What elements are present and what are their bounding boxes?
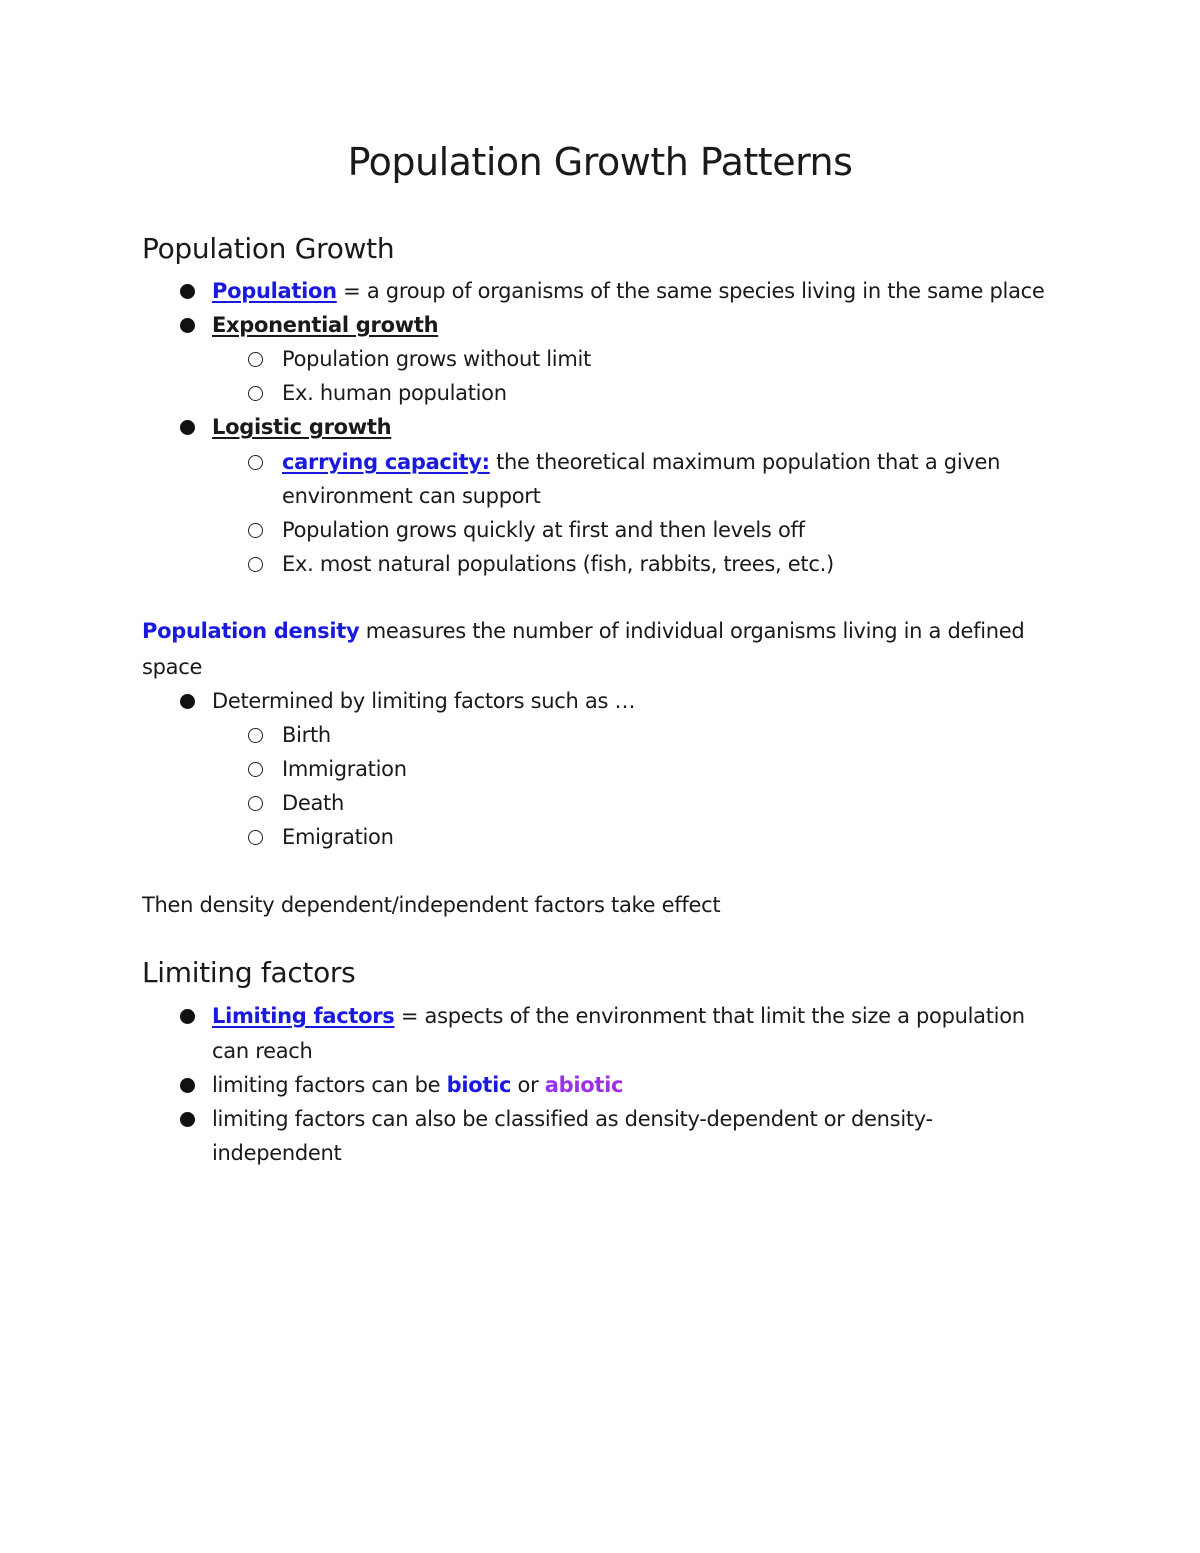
- bullet-icon: [180, 1009, 195, 1024]
- term-biotic: biotic: [446, 1073, 512, 1097]
- list-item: [282, 752, 407, 786]
- list-item: [212, 274, 1045, 308]
- definition-text: = a group of organisms of the same species living in the same place: [336, 279, 1045, 303]
- paragraph: [142, 614, 1024, 648]
- list-item: [212, 684, 635, 718]
- hollow-bullet-icon: [248, 728, 263, 743]
- hollow-bullet-icon: [248, 557, 263, 572]
- bullet-icon: [180, 420, 195, 435]
- list-item-text: Birth: [282, 723, 331, 747]
- list-item: [212, 999, 1025, 1033]
- page-title: Population Growth Patterns: [347, 140, 853, 184]
- list-item-text: Population grows quickly at first and then levels off: [282, 518, 805, 542]
- term-abiotic: abiotic: [544, 1073, 624, 1097]
- bullet-icon: [180, 318, 195, 333]
- hollow-bullet-icon: [248, 386, 263, 401]
- definition-text: the theoretical maximum population that a given: [489, 450, 1001, 474]
- hollow-bullet-icon: [248, 796, 263, 811]
- term-population-density: Population density: [142, 619, 360, 643]
- list-item-text: Immigration: [282, 757, 407, 781]
- limiting-factors-link[interactable]: Limiting factors: [212, 1004, 395, 1028]
- bullet-icon: [180, 1078, 195, 1093]
- list-item-text: Death: [282, 791, 345, 815]
- list-item-text: Population grows without limit: [282, 347, 591, 371]
- list-item: [282, 445, 1000, 479]
- list-item-text: limiting factors can be: [212, 1073, 447, 1097]
- list-item-text: Emigration: [282, 825, 394, 849]
- paragraph-text: measures the number of individual organisms living in a defined: [359, 619, 1025, 643]
- bullet-icon: [180, 694, 195, 709]
- list-item: [212, 410, 391, 444]
- list-item-continuation: can reach: [212, 1039, 313, 1063]
- section-heading-limiting-factors: Limiting factors: [142, 956, 356, 989]
- carrying-capacity-link[interactable]: carrying capacity:: [282, 450, 490, 474]
- list-item: [282, 786, 344, 820]
- population-link[interactable]: Population: [212, 279, 337, 303]
- list-item: [282, 342, 591, 376]
- bullet-icon: [180, 1112, 195, 1127]
- list-item: [212, 308, 438, 342]
- list-item: [282, 820, 394, 854]
- list-item-text: Ex. most natural populations (fish, rabbits, trees, etc.): [282, 552, 834, 576]
- hollow-bullet-icon: [248, 523, 263, 538]
- list-item-continuation: environment can support: [282, 484, 541, 508]
- list-item-text: Determined by limiting factors such as …: [212, 689, 636, 713]
- list-item-text: or: [511, 1073, 545, 1097]
- list-item: [212, 1102, 933, 1136]
- section-heading-population-growth: Population Growth: [142, 232, 395, 265]
- hollow-bullet-icon: [248, 352, 263, 367]
- hollow-bullet-icon: [248, 455, 263, 470]
- hollow-bullet-icon: [248, 762, 263, 777]
- list-item: [212, 1068, 623, 1102]
- paragraph: Then density dependent/independent factors take effect: [142, 893, 721, 917]
- list-item: [282, 513, 805, 547]
- term-logistic-growth: Logistic growth: [212, 415, 392, 439]
- definition-text: = aspects of the environment that limit the size a population: [394, 1004, 1025, 1028]
- hollow-bullet-icon: [248, 830, 263, 845]
- list-item-text: limiting factors can also be classified as density-dependent or density-: [212, 1107, 933, 1131]
- term-exponential-growth: Exponential growth: [212, 313, 439, 337]
- list-item: [282, 547, 834, 581]
- paragraph-continuation: space: [142, 655, 203, 679]
- bullet-icon: [180, 284, 195, 299]
- list-item: [282, 718, 331, 752]
- list-item: [282, 376, 507, 410]
- list-item-continuation: independent: [212, 1141, 342, 1165]
- list-item-text: Ex. human population: [282, 381, 507, 405]
